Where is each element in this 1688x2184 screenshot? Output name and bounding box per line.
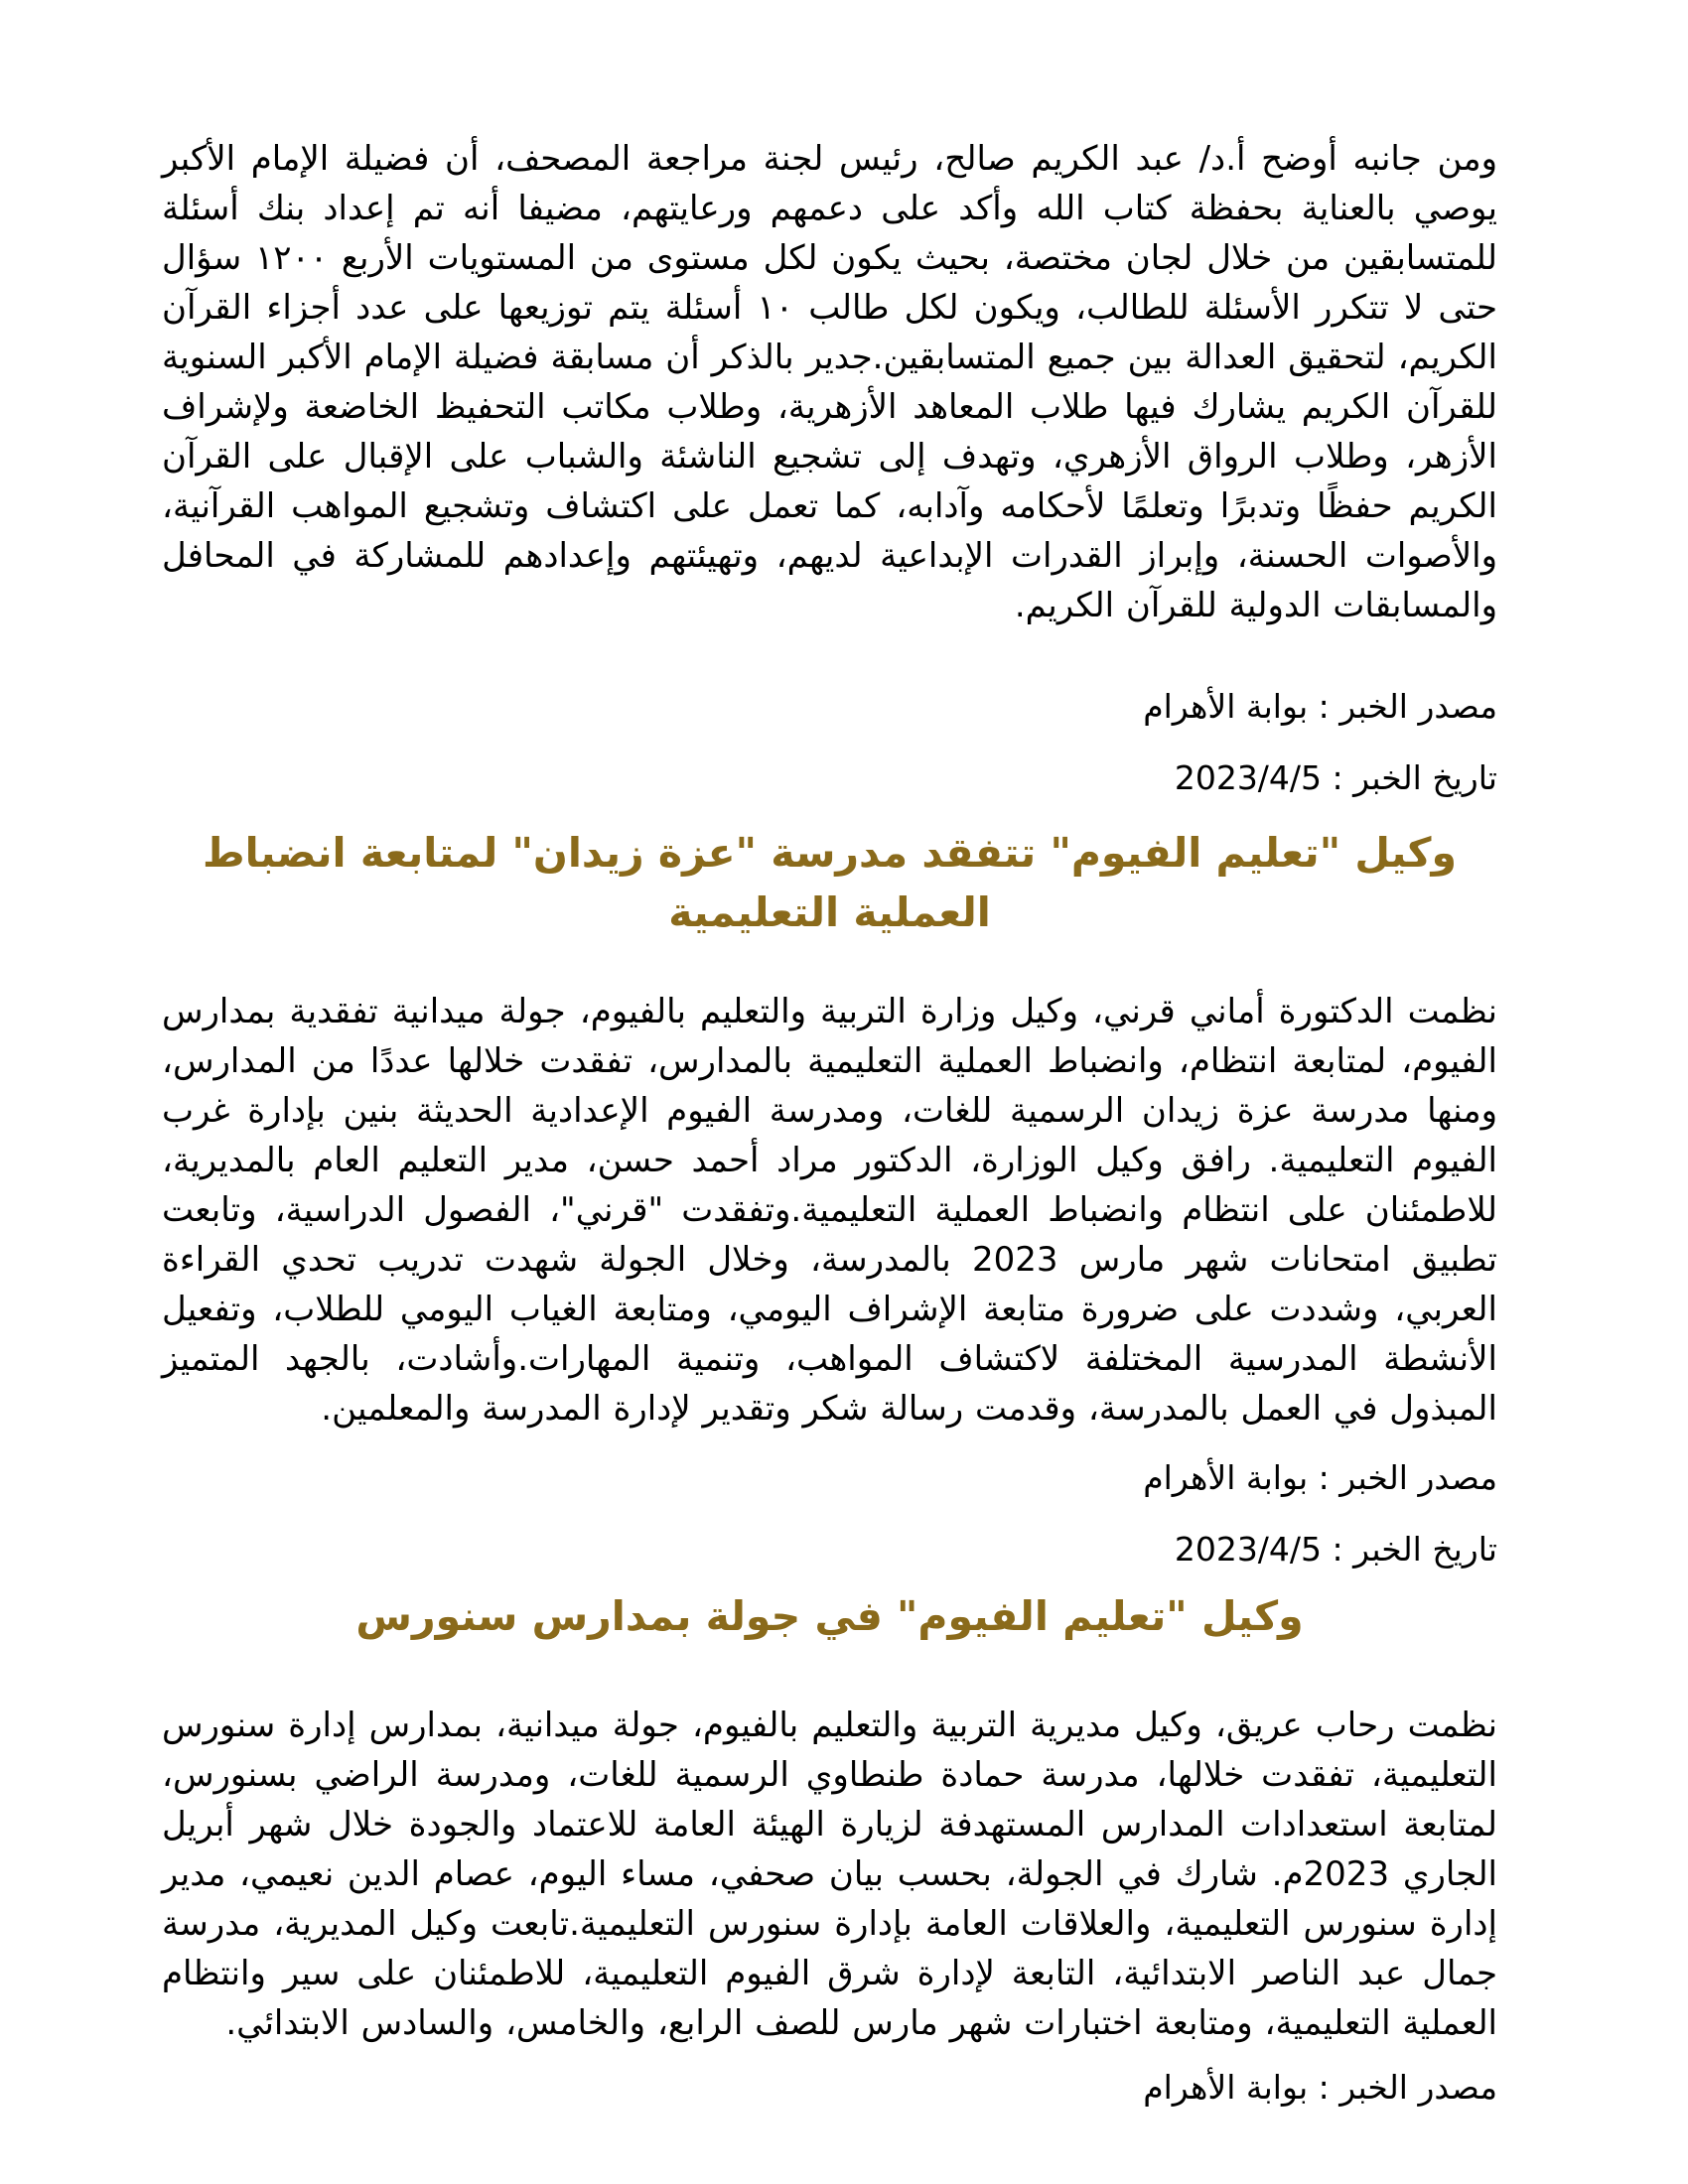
article-3-headline: وكيل "تعليم الفيوم" في جولة بمدارس سنورس <box>355 1592 1304 1640</box>
article-3-body: نظمت رحاب عريق، وكيل مديرية التربية والتعليم بالفيوم، جولة ميدانية، بمدارس إدارة سنورس التعليمية، تفقدت خلالها، مدرسة حمادة طنطاوي الرسمية للغات، ومدرسة الراضي بسنورس، لمتابعة استعدادات المدارس المستهدفة لزيارة الهيئة العامة للاعتماد والجودة خلال شهر أبريل الجاري 2023م. شارك في الجولة، بحسب بيان صحفي، مساء اليوم، عصام الدين نعيمي، مدير إدارة سنورس التعليمية، والعلاقات العامة بإدارة سنورس التعليمية.تابعت وكيل المديرية، مدرسة جمال عبد الناصر الابتدائية، التابعة لإدارة شرق الفيوم التعليمية، للاطمئنان على سير وانتظام العملية التعليمية، ومتابعة اختبارات شهر مارس للصف الرابع، والخامس، والسادس الابتدائي. <box>162 1706 1497 2043</box>
article-1-source-line: مصدر الخبر : بوابة الأهرام <box>1143 687 1497 726</box>
article-2-source-line: مصدر الخبر : بوابة الأهرام <box>1143 1458 1497 1497</box>
article-2-date-line: تاريخ الخبر : 2023/4/5 <box>1174 1530 1497 1569</box>
document-content <box>162 134 1497 2113</box>
article-1-body: ومن جانبه أوضح أ.د/ عبد الكريم صالح، رئيس لجنة مراجعة المصحف، أن فضيلة الإمام الأكبر يوصي بالعناية بحفظة كتاب الله وأكد على دعمهم ورعايتهم، مضيفا أنه تم إعداد بنك أسئلة للمتسابقين من خلال لجان مختصة، بحيث يكون لكل مستوى من المستويات الأربع ١٢٠٠ سؤال حتى لا تتكرر الأسئلة للطالب، ويكون لكل طالب ١٠ أسئلة يتم توزيعها على عدد أجزاء القرآن الكريم، لتحقيق العدالة بين جميع المتسابقين.جدير بالذكر أن مسابقة فضيلة الإمام الأكبر السنوية للقرآن الكريم يشارك فيها طلاب المعاهد الأزهرية، وطلاب مكاتب التحفيظ الخاضعة ولإشراف الأزهر، وطلاب الرواق الأزهري، وتهدف إلى تشجيع الناشئة والشباب على الإقبال على القرآن الكريم حفظًا وتدبرًا وتعلمًا لأحكامه وآدابه، كما تعمل على اكتشاف وتشجيع المواهب القرآنية، والأصوات الحسنة، وإبراز القدرات الإبداعية لديهم، وتهيئتهم وإعدادهم للمشاركة في المحافل والمسابقات الدولية للقرآن الكريم. <box>162 139 1498 625</box>
article-2-headline: وكيل "تعليم الفيوم" تتفقد مدرسة "عزة زيدان" لمتابعة انضباط العملية التعليمية <box>202 829 1457 936</box>
article-1-date-line: تاريخ الخبر : 2023/4/5 <box>1174 758 1497 797</box>
article-3-source-line: مصدر الخبر : بوابة الأهرام <box>1143 2068 1497 2107</box>
article-2-body: نظمت الدكتورة أماني قرني، وكيل وزارة التربية والتعليم بالفيوم، جولة ميدانية تفقدية بمدارس الفيوم، لمتابعة انتظام، وانضباط العملية التعليمية بالمدارس، تفقدت خلالها عددًا من المدارس، ومنها مدرسة عزة زيدان الرسمية للغات، ومدرسة الفيوم الإعدادية الحديثة بنين بإدارة غرب الفيوم التعليمية. رافق وكيل الوزارة، الدكتور مراد أحمد حسن، مدير التعليم العام بالمديرية، للاطمئنان على انتظام وانضباط العملية التعليمية.وتفقدت "قرني"، الفصول الدراسية، وتابعت تطبيق امتحانات شهر مارس 2023 بالمدرسة، وخلال الجولة شهدت تدريب تحدي القراءة العربي، وشددت على ضرورة متابعة الإشراف اليومي، ومتابعة الغياب اليومي للطلاب، وتفعيل الأنشطة المدرسية المختلفة لاكتشاف المواهب، وتنمية المهارات.وأشادت، بالجهد المتميز المبذول في العمل بالمدرسة، وقدمت رسالة شكر وتقدير لإدارة المدرسة والمعلمين. <box>162 992 1497 1429</box>
